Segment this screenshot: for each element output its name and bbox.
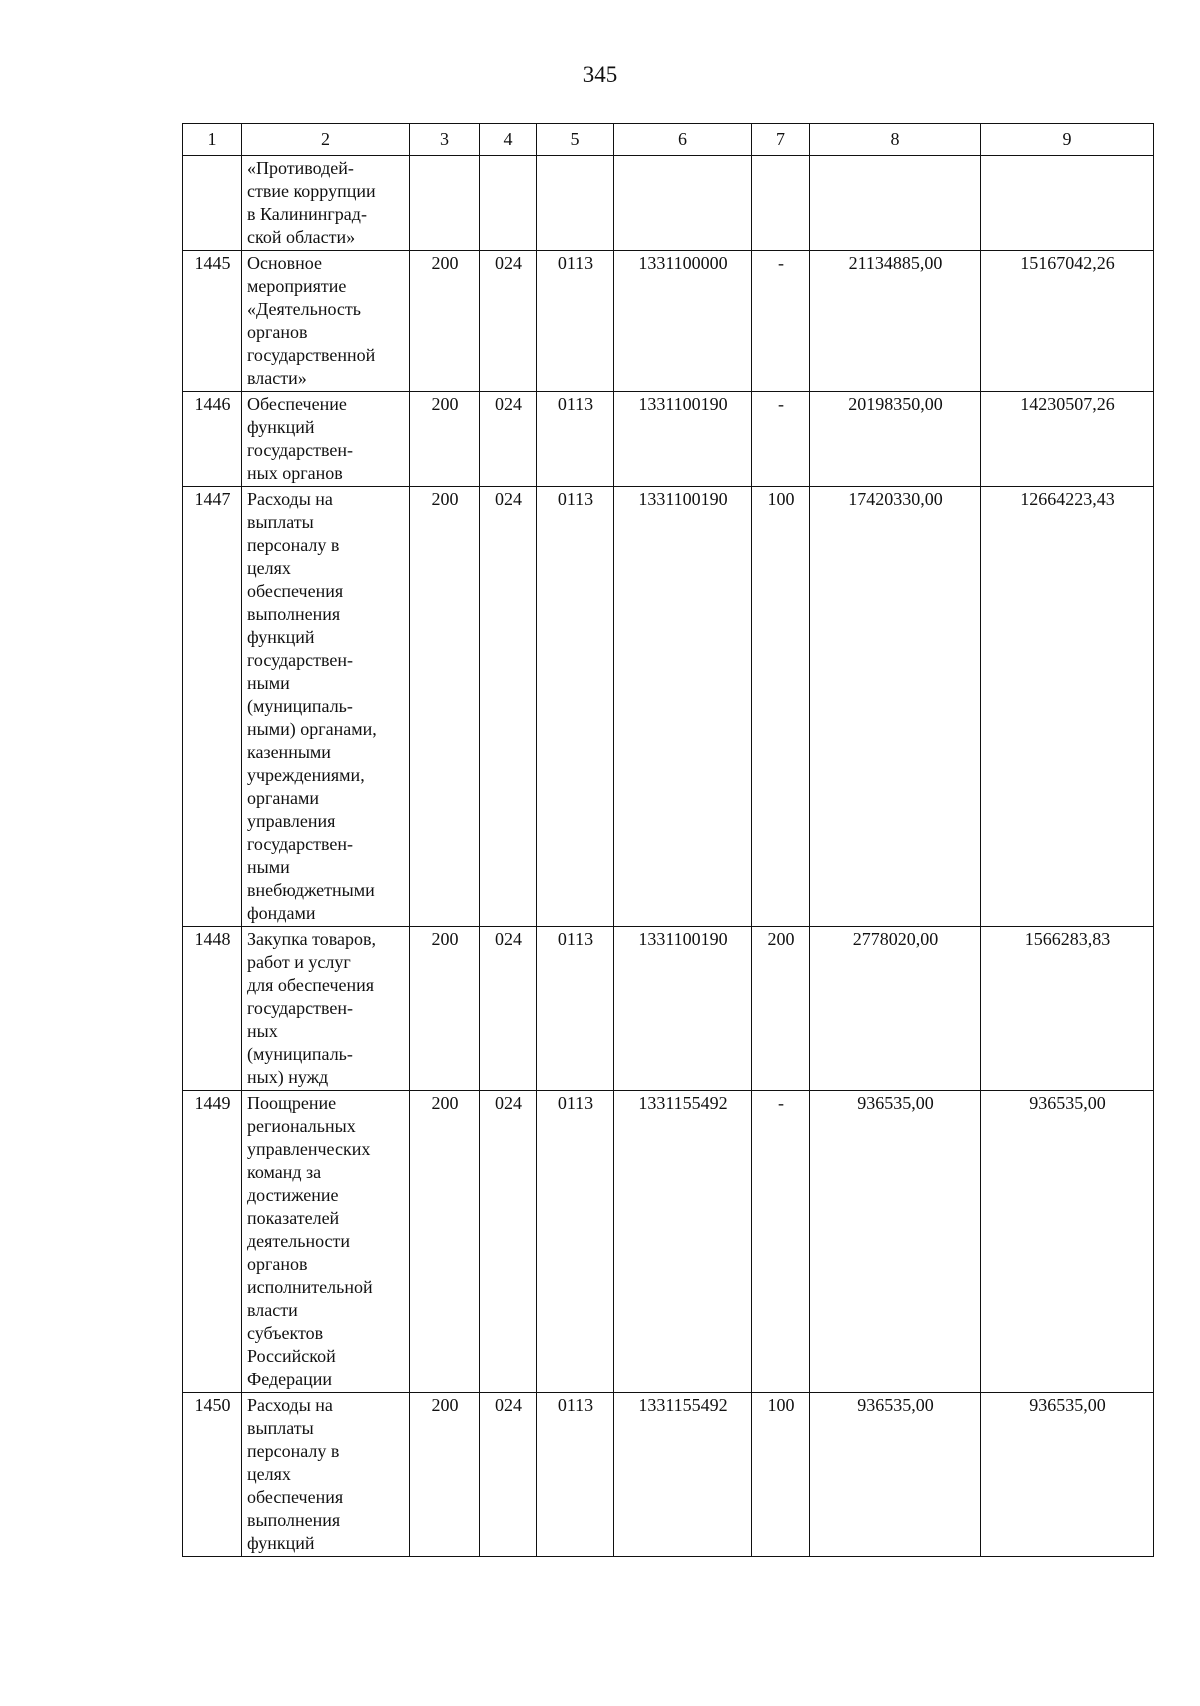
table-row	[183, 251, 1154, 392]
item-name-line: персоналу в	[247, 1441, 340, 1461]
item-name-line: деятельности	[247, 1231, 351, 1251]
actual-amount-cell: 936535,00	[981, 1091, 1154, 1393]
expense-type-cell: 100	[752, 1393, 810, 1557]
item-name-line: ных органов	[247, 463, 343, 483]
item-name-line: региональных	[247, 1116, 356, 1136]
item-name-line: государствен-	[247, 650, 354, 670]
item-name-line: Расходы на	[247, 489, 333, 509]
item-name-line: персоналу в	[247, 535, 340, 555]
actual-amount-cell: 936535,00	[981, 1393, 1154, 1557]
row-number-cell	[183, 156, 242, 251]
item-name-line: ными) органами,	[247, 719, 377, 739]
planned-amount-cell: 20198350,00	[810, 392, 981, 487]
table-row	[183, 156, 1154, 251]
target-article-cell	[614, 156, 752, 251]
row-number-cell: 1448	[183, 927, 242, 1091]
item-name-line: выплаты	[247, 512, 314, 532]
item-name-line: исполнительной	[247, 1277, 373, 1297]
item-name-line: ской области»	[247, 227, 356, 247]
admin-code-cell: 024	[480, 251, 537, 392]
target-article-cell: 1331100190	[614, 487, 752, 927]
item-name-line: власти»	[247, 368, 307, 388]
section-code-cell	[537, 156, 614, 251]
item-name-cell	[242, 251, 410, 392]
ministry-code-cell: 200	[410, 1393, 480, 1557]
target-article-cell: 1331155492	[614, 1393, 752, 1557]
item-name-line: целях	[247, 558, 291, 578]
item-name-line: выполнения	[247, 1510, 341, 1530]
section-code-cell: 0113	[537, 392, 614, 487]
expense-type-cell: 100	[752, 487, 810, 927]
admin-code-cell: 024	[480, 927, 537, 1091]
item-name-line: государствен-	[247, 998, 354, 1018]
item-name-line: работ и услуг	[247, 952, 351, 972]
section-code-cell: 0113	[537, 1091, 614, 1393]
table-row	[183, 392, 1154, 487]
target-article-cell: 1331100190	[614, 927, 752, 1091]
item-name-line: Российской	[247, 1346, 336, 1366]
item-name-line: казенными	[247, 742, 331, 762]
item-name-line: государствен-	[247, 834, 354, 854]
actual-amount-cell: 14230507,26	[981, 392, 1154, 487]
item-name-cell	[242, 1393, 410, 1557]
item-name-line: выплаты	[247, 1418, 314, 1438]
column-header: 6	[614, 124, 752, 156]
planned-amount-cell	[810, 156, 981, 251]
item-name-line: обеспечения	[247, 1487, 344, 1507]
planned-amount-cell: 936535,00	[810, 1393, 981, 1557]
planned-amount-cell: 2778020,00	[810, 927, 981, 1091]
header-row	[183, 124, 1154, 156]
item-name-line: управления	[247, 811, 336, 831]
item-name-line: достижение	[247, 1185, 339, 1205]
column-header: 1	[183, 124, 242, 156]
row-number-cell: 1449	[183, 1091, 242, 1393]
table-row	[183, 1091, 1154, 1393]
expense-type-cell: -	[752, 392, 810, 487]
table-row	[183, 1393, 1154, 1557]
row-number-cell: 1446	[183, 392, 242, 487]
item-name-line: в Калининград-	[247, 204, 367, 224]
page-number: 345	[582, 62, 618, 87]
item-name-line: обеспечения	[247, 581, 344, 601]
item-name-line: субъектов	[247, 1323, 324, 1343]
ministry-code-cell: 200	[410, 251, 480, 392]
item-name-line: Федерации	[247, 1369, 333, 1389]
ministry-code-cell: 200	[410, 487, 480, 927]
ministry-code-cell: 200	[410, 1091, 480, 1393]
budget-table	[182, 123, 1154, 1557]
target-article-cell: 1331100000	[614, 251, 752, 392]
admin-code-cell: 024	[480, 1091, 537, 1393]
admin-code-cell	[480, 156, 537, 251]
item-name-line: Поощрение	[247, 1093, 337, 1113]
item-name-line: ствие коррупции	[247, 181, 376, 201]
actual-amount-cell: 15167042,26	[981, 251, 1154, 392]
column-header: 9	[981, 124, 1154, 156]
item-name-cell	[242, 392, 410, 487]
item-name-cell	[242, 156, 410, 251]
admin-code-cell: 024	[480, 1393, 537, 1557]
item-name-line: (муниципаль-	[247, 696, 353, 716]
item-name-line: органов	[247, 322, 308, 342]
planned-amount-cell: 21134885,00	[810, 251, 981, 392]
column-header: 5	[537, 124, 614, 156]
item-name-line: функций	[247, 627, 315, 647]
item-name-line: «Деятельность	[247, 299, 361, 319]
item-name-line: Расходы на	[247, 1395, 333, 1415]
section-code-cell: 0113	[537, 927, 614, 1091]
item-name-line: Основное	[247, 253, 322, 273]
section-code-cell: 0113	[537, 251, 614, 392]
item-name-line: Обеспечение	[247, 394, 347, 414]
expense-type-cell	[752, 156, 810, 251]
table-row	[183, 927, 1154, 1091]
target-article-cell: 1331100190	[614, 392, 752, 487]
item-name-cell	[242, 487, 410, 927]
item-name-line: фондами	[247, 903, 316, 923]
section-code-cell: 0113	[537, 487, 614, 927]
planned-amount-cell: 17420330,00	[810, 487, 981, 927]
item-name-line: функций	[247, 1533, 315, 1553]
row-number-cell: 1445	[183, 251, 242, 392]
item-name-line: ных) нужд	[247, 1067, 329, 1087]
item-name-line: учреждениями,	[247, 765, 365, 785]
item-name-line: ными	[247, 857, 290, 877]
item-name-line: Закупка товаров,	[247, 929, 376, 949]
item-name-line: управленческих	[247, 1139, 371, 1159]
expense-type-cell: 200	[752, 927, 810, 1091]
item-name-line: власти	[247, 1300, 298, 1320]
item-name-line: функций	[247, 417, 315, 437]
item-name-cell	[242, 1091, 410, 1393]
row-number-cell: 1450	[183, 1393, 242, 1557]
ministry-code-cell	[410, 156, 480, 251]
item-name-cell	[242, 927, 410, 1091]
item-name-line: (муниципаль-	[247, 1044, 353, 1064]
actual-amount-cell	[981, 156, 1154, 251]
item-name-line: выполнения	[247, 604, 341, 624]
item-name-line: целях	[247, 1464, 291, 1484]
actual-amount-cell: 12664223,43	[981, 487, 1154, 927]
item-name-line: органов	[247, 1254, 308, 1274]
column-header: 3	[410, 124, 480, 156]
ministry-code-cell: 200	[410, 927, 480, 1091]
expense-type-cell: -	[752, 1091, 810, 1393]
column-header: 7	[752, 124, 810, 156]
table-row	[183, 487, 1154, 927]
item-name-line: «Противодей-	[247, 158, 354, 178]
item-name-line: для обеспечения	[247, 975, 375, 995]
planned-amount-cell: 936535,00	[810, 1091, 981, 1393]
target-article-cell: 1331155492	[614, 1091, 752, 1393]
actual-amount-cell: 1566283,83	[981, 927, 1154, 1091]
item-name-line: внебюджетными	[247, 880, 375, 900]
item-name-line: государствен-	[247, 440, 354, 460]
item-name-line: государственной	[247, 345, 376, 365]
item-name-line: ными	[247, 673, 290, 693]
item-name-line: ных	[247, 1021, 278, 1041]
item-name-line: показателей	[247, 1208, 340, 1228]
row-number-cell: 1447	[183, 487, 242, 927]
column-header: 4	[480, 124, 537, 156]
item-name-line: органами	[247, 788, 320, 808]
column-header: 2	[242, 124, 410, 156]
admin-code-cell: 024	[480, 392, 537, 487]
section-code-cell: 0113	[537, 1393, 614, 1557]
admin-code-cell: 024	[480, 487, 537, 927]
ministry-code-cell: 200	[410, 392, 480, 487]
column-header: 8	[810, 124, 981, 156]
item-name-line: мероприятие	[247, 276, 347, 296]
expense-type-cell: -	[752, 251, 810, 392]
item-name-line: команд за	[247, 1162, 322, 1182]
